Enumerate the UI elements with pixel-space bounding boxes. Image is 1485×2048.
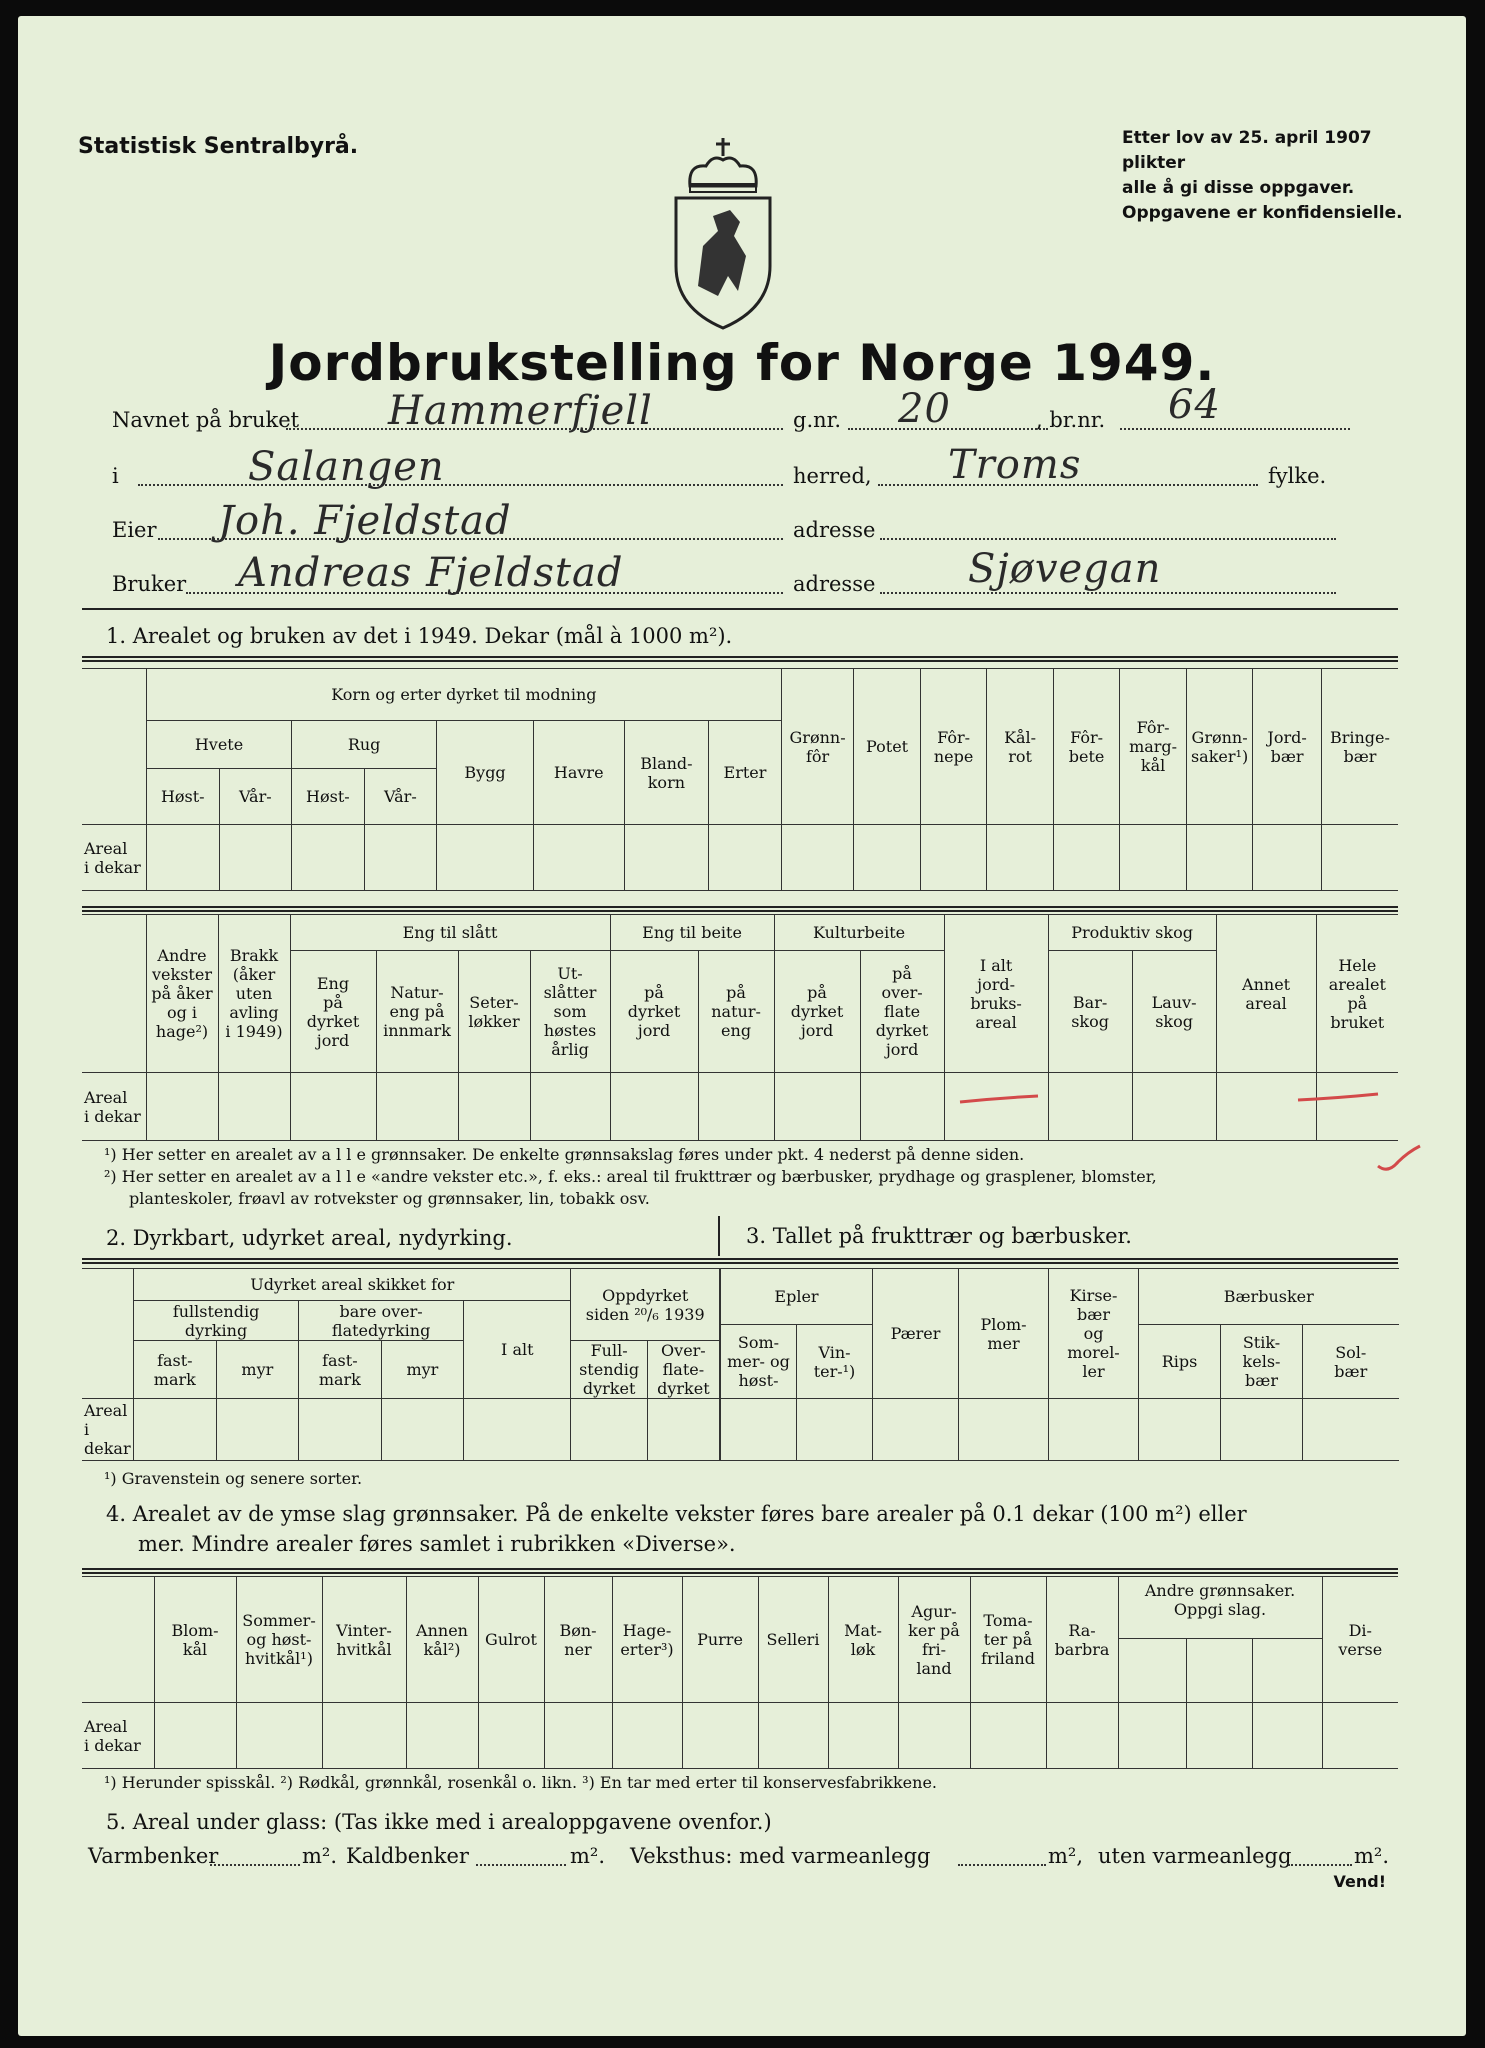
andre-slag-cell[interactable]: [1118, 1639, 1186, 1703]
row-label: Areal i dekar: [82, 1399, 134, 1461]
input-cell[interactable]: [1252, 1703, 1322, 1769]
input-cell[interactable]: [364, 825, 437, 891]
fylke-label: fylke.: [1268, 464, 1327, 488]
input-cell[interactable]: [1046, 1703, 1118, 1769]
eng-beite-header: Eng til beite: [610, 915, 774, 951]
col-bonner: Bøn- ner: [544, 1577, 612, 1703]
input-cell[interactable]: [1139, 1399, 1221, 1461]
input-cell[interactable]: [533, 825, 624, 891]
baerbusker-header: Bærbusker: [1139, 1269, 1399, 1325]
col-diverse: Di- verse: [1322, 1577, 1398, 1703]
input-cell[interactable]: [1221, 1399, 1303, 1461]
bruker-label: Bruker: [112, 572, 187, 596]
input-cell[interactable]: [920, 825, 987, 891]
kulturbeite-header: Kulturbeite: [774, 915, 944, 951]
row-label: Areal i dekar: [82, 1073, 146, 1141]
kaldbenker-field[interactable]: [476, 1864, 566, 1866]
input-cell[interactable]: [1120, 825, 1187, 891]
bare-header: bare over- flatedyrking: [299, 1301, 464, 1341]
gnr-label: g.nr.: [793, 408, 842, 432]
gnr-value[interactable]: 20: [898, 386, 951, 432]
fullstendig-header: fullstendig dyrking: [134, 1301, 299, 1341]
korn-group-header: Korn og erter dyrket til modning: [146, 669, 781, 721]
input-cell[interactable]: [1186, 1703, 1252, 1769]
navn-value[interactable]: Hammerfjell: [388, 388, 653, 434]
brnr-label: , br.nr.: [1036, 408, 1106, 432]
input-cell[interactable]: [146, 825, 219, 891]
col-fastmark: fast- mark: [299, 1341, 382, 1399]
herred-value[interactable]: Salangen: [248, 444, 445, 490]
col-vinter: Vin- ter-¹): [797, 1325, 873, 1399]
col-paerer: Pærer: [873, 1269, 959, 1399]
input-cell[interactable]: [219, 825, 292, 891]
input-cell[interactable]: [322, 1703, 406, 1769]
kaldbenker-label: Kaldbenker: [346, 1844, 469, 1868]
input-cell[interactable]: [987, 825, 1054, 891]
table-section-2: [82, 1268, 720, 1461]
col-seterlokker: Seter- løkker: [458, 951, 530, 1073]
input-cell[interactable]: [478, 1703, 544, 1769]
input-cell[interactable]: [828, 1703, 898, 1769]
unit: m².: [570, 1844, 606, 1868]
input-cell[interactable]: [1118, 1703, 1186, 1769]
col-kalrot: Kål- rot: [987, 669, 1054, 825]
footnote-s2: ¹) Gravenstein og senere sorter.: [104, 1469, 363, 1488]
navn-label: Navnet på bruket: [112, 408, 300, 432]
eier-label: Eier: [112, 518, 157, 542]
veksthus-varme-field[interactable]: [958, 1864, 1046, 1866]
col-rabarbra: Ra- barbra: [1046, 1577, 1118, 1703]
i-label: i: [112, 464, 119, 488]
table-section-4: [82, 1576, 1398, 1769]
page-title: Jordbrukstelling for Norge 1949.: [268, 334, 1216, 392]
section-2-heading: 2. Dyrkbart, udyrket areal, nydyrking.: [106, 1226, 513, 1250]
input-cell[interactable]: [709, 825, 782, 891]
eng-slatt-header: Eng til slått: [290, 915, 610, 951]
input-cell[interactable]: [774, 1073, 860, 1141]
bruker-value[interactable]: Andreas Fjeldstad: [238, 550, 624, 596]
input-cell[interactable]: [1253, 825, 1322, 891]
input-cell[interactable]: [682, 1703, 758, 1769]
table-section-1a: [82, 668, 1398, 891]
col-sommer-host: Som- mer- og høst-: [721, 1325, 797, 1399]
divider: [82, 608, 1398, 610]
input-cell[interactable]: [464, 1399, 571, 1461]
col-blomkal: Blom- kål: [154, 1577, 236, 1703]
col-barskog: Bar- skog: [1048, 951, 1132, 1073]
input-cell[interactable]: [721, 1399, 797, 1461]
andre-slag-cell[interactable]: [1252, 1639, 1322, 1703]
eier-adresse-label: adresse: [793, 518, 876, 542]
col-myr: myr: [381, 1341, 464, 1399]
udyrket-header: Udyrket areal skikket for: [134, 1269, 571, 1301]
col-hvete-host: Høst-: [146, 769, 219, 825]
vend-label: Vend!: [1333, 1872, 1386, 1891]
col-lauvskog: Lauv- skog: [1132, 951, 1216, 1073]
input-cell[interactable]: [797, 1399, 873, 1461]
input-cell[interactable]: [571, 1399, 647, 1461]
unit: m².: [1354, 1844, 1390, 1868]
input-cell[interactable]: [898, 1703, 970, 1769]
col-havre: Havre: [533, 721, 624, 825]
col-gronnfor: Grønn- fôr: [781, 669, 854, 825]
divider: [82, 906, 1398, 912]
bruker-adresse-line: [880, 592, 1336, 594]
input-cell[interactable]: [406, 1703, 478, 1769]
input-cell[interactable]: [624, 825, 709, 891]
section-3-heading: 3. Tallet på frukttrær og bærbusker.: [746, 1224, 1132, 1248]
unit: m².: [302, 1844, 338, 1868]
section-1-heading: 1. Arealet og bruken av det i 1949. Dekar (mål à 1000 m²).: [106, 624, 733, 648]
col-fornepe: Fôr- nepe: [920, 669, 987, 825]
input-cell[interactable]: [758, 1703, 828, 1769]
input-cell[interactable]: [290, 1073, 376, 1141]
input-cell[interactable]: [292, 825, 365, 891]
col-andre-vekster: Andre vekster på åker og i hage²): [146, 915, 218, 1073]
eier-adresse-line: [880, 538, 1336, 540]
input-cell[interactable]: [1303, 1399, 1399, 1461]
col-kultur-dyrket: på dyrket jord: [774, 951, 860, 1073]
col-stikkelsbaer: Stik- kels- bær: [1221, 1325, 1303, 1399]
skog-header: Produktiv skog: [1048, 915, 1216, 951]
fylke-value[interactable]: Troms: [948, 442, 1082, 488]
input-cell[interactable]: [530, 1073, 610, 1141]
col-gulrot: Gulrot: [478, 1577, 544, 1703]
section-4-heading: 4. Arealet av de ymse slag grønnsaker. På de enkelte vekster føres bare arealer på 0.1 dekar (100 m²) eller: [106, 1502, 1247, 1526]
col-tomater: Toma- ter på friland: [970, 1577, 1046, 1703]
input-cell[interactable]: [1049, 1399, 1139, 1461]
input-cell[interactable]: [544, 1703, 612, 1769]
publisher: Statistisk Sentralbyrå.: [78, 134, 359, 159]
bruker-adresse-value[interactable]: Sjøvegan: [968, 546, 1162, 592]
col-hageerter: Hage- erter³): [612, 1577, 682, 1703]
col-kirsebaer: Kirse- bær og morel- ler: [1049, 1269, 1139, 1399]
divider: [718, 1216, 720, 1256]
divider: [82, 1568, 1398, 1574]
col-hvete: Hvete: [146, 721, 291, 769]
input-cell[interactable]: [959, 1399, 1049, 1461]
input-cell[interactable]: [781, 825, 854, 891]
col-purre: Purre: [682, 1577, 758, 1703]
col-rug-var: Vår-: [364, 769, 437, 825]
input-cell[interactable]: [218, 1073, 290, 1141]
col-forbete: Fôr- bete: [1053, 669, 1120, 825]
col-ialt-jordbruksareal: I alt jord- bruks- areal: [944, 915, 1048, 1073]
input-cell[interactable]: [216, 1399, 299, 1461]
andre-gronnsaker-header: Andre grønnsaker. Oppgi slag.: [1118, 1577, 1322, 1639]
col-solbaer: Sol- bær: [1303, 1325, 1399, 1399]
col-annet-areal: Annet areal: [1216, 915, 1316, 1073]
col-overflate-dyrket: Over- flate- dyrket: [647, 1341, 719, 1399]
col-utslatter: Ut- slåtter som høstes årlig: [530, 951, 610, 1073]
col-potet: Potet: [854, 669, 921, 825]
col-erter: Erter: [709, 721, 782, 825]
footnote-1: ¹) Her setter en arealet av a l l e grønnsaker. De enkelte grønnsakslag føres under pkt. 4 nederst på denne siden.: [104, 1145, 1025, 1164]
bruker-adresse-label: adresse: [793, 572, 876, 596]
input-cell[interactable]: [299, 1399, 382, 1461]
veksthus-label: Veksthus: med varmeanlegg: [630, 1844, 931, 1868]
col-gronnsaker: Grønn- saker¹): [1186, 669, 1253, 825]
coat-of-arms-icon: [668, 136, 778, 332]
col-matlok: Mat- løk: [828, 1577, 898, 1703]
input-cell[interactable]: [458, 1073, 530, 1141]
input-cell[interactable]: [146, 1073, 218, 1141]
col-blandkorn: Bland- korn: [624, 721, 709, 825]
uten-varmeanlegg-label: uten varmeanlegg: [1098, 1844, 1292, 1868]
col-vinter-hvitkal: Vinter- hvitkål: [322, 1577, 406, 1703]
input-cell[interactable]: [154, 1703, 236, 1769]
input-cell[interactable]: [1186, 825, 1253, 891]
col-selleri: Selleri: [758, 1577, 828, 1703]
col-brakk: Brakk (åker uten avling i 1949): [218, 915, 290, 1073]
input-cell[interactable]: [860, 1073, 944, 1141]
input-cell[interactable]: [854, 825, 921, 891]
uten-varme-field[interactable]: [1288, 1864, 1352, 1866]
form-sheet: [18, 16, 1466, 2036]
col-natureng-innmark: Natur- eng på innmark: [376, 951, 458, 1073]
input-cell[interactable]: [612, 1703, 682, 1769]
oppdyrket-header: Oppdyrket siden ²⁰/₆ 1939: [571, 1269, 720, 1341]
footnote-s4: ¹) Herunder spisskål. ²) Rødkål, grønnkål, rosenkål o. likn. ³) En tar med erter til konservesfabrikkene.: [104, 1773, 938, 1792]
divider: [82, 656, 1398, 662]
legal-notice: Etter lov av 25. april 1907 plikter alle å gi disse oppgaver. Oppgavene er konfidensielle.: [1122, 128, 1403, 223]
input-cell[interactable]: [1053, 825, 1120, 891]
footnote-2: ²) Her setter en arealet av a l l e «andre vekster etc.», f. eks.: areal til frukttrær og bærbusker, prydhage og grasplener, blomster,: [104, 1167, 1157, 1186]
eier-value[interactable]: Joh. Fjeldstad: [218, 498, 512, 544]
footnote-2-cont: planteskoler, frøavl av rotvekster og grønnsaker, lin, tobakk osv.: [129, 1189, 650, 1208]
brnr-value[interactable]: 64: [1168, 382, 1221, 428]
col-bygg: Bygg: [437, 721, 534, 825]
col-rug: Rug: [292, 721, 437, 769]
col-formargkal: Fôr- marg- kål: [1120, 669, 1187, 825]
section-5-heading: 5. Areal under glass: (Tas ikke med i arealoppgavene ovenfor.): [106, 1810, 772, 1834]
unit: m²,: [1048, 1844, 1084, 1868]
col-sommer-hvitkal: Sommer- og høst- hvitkål¹): [236, 1577, 322, 1703]
input-cell[interactable]: [610, 1073, 698, 1141]
row-label: Areal i dekar: [82, 1703, 154, 1769]
varmbenker-label: Varmbenker: [88, 1844, 219, 1868]
input-cell[interactable]: [970, 1703, 1046, 1769]
input-cell[interactable]: [1321, 825, 1398, 891]
col-beite-dyrket: på dyrket jord: [610, 951, 698, 1073]
input-cell[interactable]: [698, 1073, 774, 1141]
table-section-3: [720, 1268, 1399, 1461]
col-myr: myr: [216, 1341, 299, 1399]
col-kultur-overflate: på over- flate dyrket jord: [860, 951, 944, 1073]
brnr-line: [1120, 428, 1350, 430]
col-agurker: Agur- ker på fri- land: [898, 1577, 970, 1703]
col-rips: Rips: [1139, 1325, 1221, 1399]
col-rug-host: Høst-: [292, 769, 365, 825]
row-label: Areal i dekar: [82, 825, 146, 891]
col-annen-kal: Annen kål²): [406, 1577, 478, 1703]
herred-line: [138, 484, 783, 486]
epler-header: Epler: [721, 1269, 873, 1325]
col-fullstendig-dyrket: Full- stendig dyrket: [571, 1341, 647, 1399]
andre-slag-cell[interactable]: [1186, 1639, 1252, 1703]
input-cell[interactable]: [134, 1399, 217, 1461]
input-cell[interactable]: [873, 1399, 959, 1461]
input-cell[interactable]: [381, 1399, 464, 1461]
col-plommer: Plom- mer: [959, 1269, 1049, 1399]
herred-label: herred,: [793, 464, 872, 488]
col-hvete-var: Vår-: [219, 769, 292, 825]
col-eng-dyrket: Eng på dyrket jord: [290, 951, 376, 1073]
col-bringebaer: Bringe- bær: [1321, 669, 1398, 825]
col-beite-natur: på natur- eng: [698, 951, 774, 1073]
col-jordbaer: Jord- bær: [1253, 669, 1322, 825]
divider: [82, 1258, 1398, 1264]
input-cell[interactable]: [376, 1073, 458, 1141]
col-ialt: I alt: [464, 1301, 571, 1399]
varmbenker-field[interactable]: [210, 1864, 300, 1866]
col-hele-arealet: Hele arealet på bruket: [1316, 915, 1398, 1073]
input-cell[interactable]: [1322, 1703, 1398, 1769]
section-4-heading-2: mer. Mindre arealer føres samlet i rubrikken «Diverse».: [138, 1532, 736, 1556]
col-fastmark: fast- mark: [134, 1341, 217, 1399]
input-cell[interactable]: [236, 1703, 322, 1769]
input-cell[interactable]: [437, 825, 534, 891]
input-cell[interactable]: [647, 1399, 719, 1461]
